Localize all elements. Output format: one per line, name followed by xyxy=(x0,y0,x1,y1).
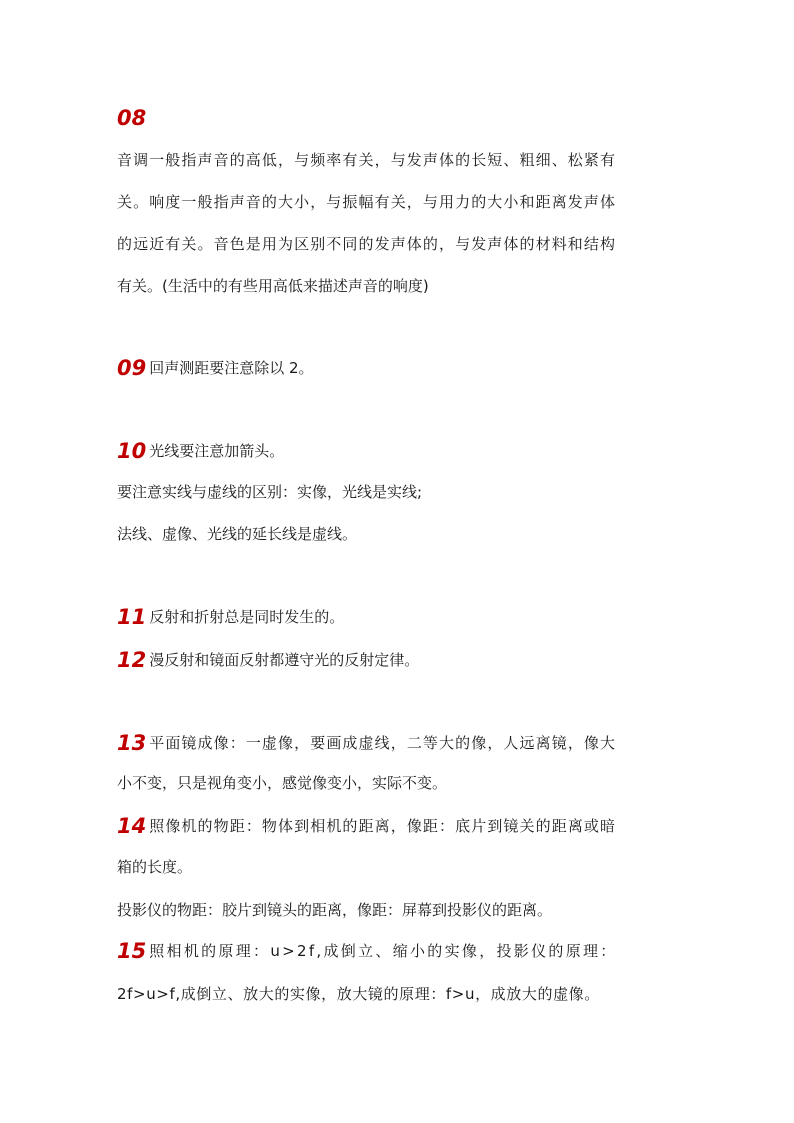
section-12 xyxy=(117,650,419,670)
section-14-line-2: 投影仪的物距：胶片到镜头的距离，像距：屏幕到投影仪的距离。 xyxy=(117,901,553,919)
section-12-text: 漫反射和镜面反射都遵守光的反射定律。 xyxy=(149,651,420,669)
section-08-line-2: 关。响度一般指声音的大小，与振幅有关，与用力的大小和距离发声体 xyxy=(117,193,617,211)
section-08-heading xyxy=(117,108,149,128)
section-11 xyxy=(117,607,344,627)
section-08-line-1: 音调一般指声音的高低，与频率有关，与发声体的长短、粗细、松紧有 xyxy=(117,151,617,169)
section-10-line-2: 法线、虚像、光线的延长线是虚线。 xyxy=(117,525,358,543)
section-number: 08 xyxy=(117,106,147,130)
section-15 xyxy=(117,941,618,961)
section-11-text: 反射和折射总是同时发生的。 xyxy=(149,608,345,626)
section-15-text: 照相机的原理：u>2f,成倒立、缩小的实像，投影仪的原理： xyxy=(149,942,618,960)
section-number: 13 xyxy=(117,731,147,755)
section-08-line-3: 的远近有关。音色是用为区别不同的发声体的，与发声体的材料和结构 xyxy=(117,235,617,253)
section-09-text: 回声测距要注意除以 2。 xyxy=(149,359,314,377)
section-13 xyxy=(117,733,616,753)
section-number: 12 xyxy=(117,648,147,672)
section-number: 14 xyxy=(117,814,147,838)
section-14-line-1: 箱的长度。 xyxy=(117,858,193,876)
section-09 xyxy=(117,358,314,378)
section-14 xyxy=(117,816,616,836)
section-08-line-4: 有关。(生活中的有些用高低来描述声音的响度) xyxy=(117,277,429,295)
section-number: 09 xyxy=(117,356,147,380)
section-14-text: 照像机的物距：物体到相机的距离，像距：底片到镜关的距离或暗 xyxy=(149,817,617,835)
section-number: 15 xyxy=(117,939,147,963)
section-10 xyxy=(117,441,284,461)
section-10-line-1: 要注意实线与虚线的区别：实像，光线是实线; xyxy=(117,483,423,501)
section-number: 11 xyxy=(117,605,147,629)
section-10-text: 光线要注意加箭头。 xyxy=(149,442,285,460)
section-13-line-1: 小不变，只是视角变小，感觉像变小，实际不变。 xyxy=(117,774,448,792)
section-number: 10 xyxy=(117,439,147,463)
section-15-line-1: 2f>u>f,成倒立、放大的实像，放大镜的原理：f>u，成放大的虚像。 xyxy=(117,985,600,1003)
section-13-text: 平面镜成像：一虚像，要画成虚线，二等大的像，人远离镜，像大 xyxy=(149,734,617,752)
